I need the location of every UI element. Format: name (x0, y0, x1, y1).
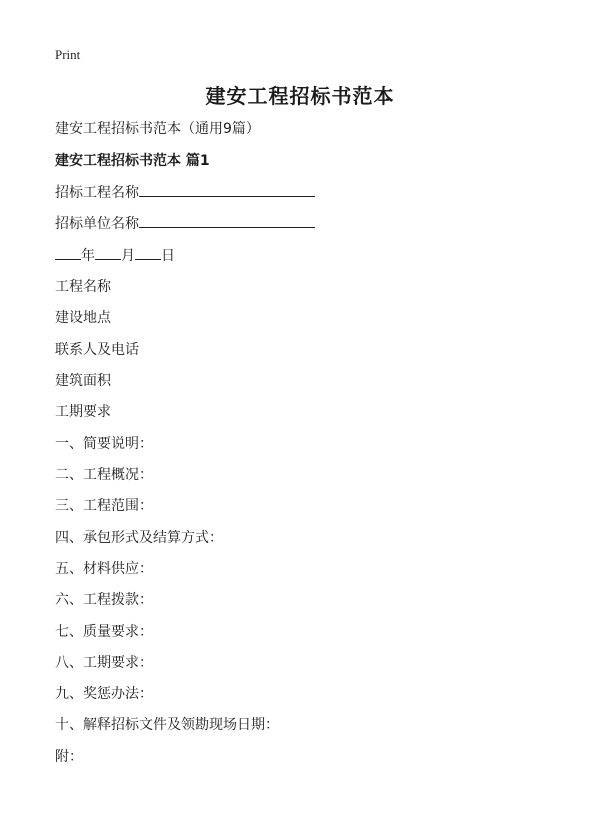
section-item: 二、工程概况： (55, 467, 153, 483)
unit-name-label: 招标单位名称 (55, 216, 139, 232)
section-item: 十、解释招标文件及领勘现场日期： (55, 717, 279, 733)
document-subtitle: 建安工程招标书范本（通用9篇） (55, 121, 260, 137)
date-field (55, 245, 175, 265)
info-item: 建设地点 (55, 310, 111, 326)
project-name-blank (139, 182, 315, 197)
date-year-label: 年 (81, 248, 95, 264)
section-item: 三、工程范围： (55, 498, 153, 514)
project-name-label: 招标工程名称 (55, 185, 139, 201)
section-item: 六、工程拨款： (55, 592, 153, 608)
info-item: 建筑面积 (55, 373, 111, 389)
project-name-field (55, 182, 315, 202)
month-blank (95, 245, 121, 260)
section-heading: 建安工程招标书范本 篇1 (55, 153, 210, 169)
date-day-label: 日 (161, 248, 175, 264)
section-item: 四、承包形式及结算方式： (55, 530, 223, 546)
year-blank (55, 245, 81, 260)
info-item: 联系人及电话 (55, 342, 139, 358)
section-item: 八、工期要求： (55, 655, 153, 671)
section-item: 九、奖惩办法： (55, 686, 153, 702)
document-title: 建安工程招标书范本 (205, 84, 395, 108)
info-item: 工程名称 (55, 279, 111, 295)
date-month-label: 月 (121, 248, 135, 264)
section-item: 五、材料供应： (55, 561, 153, 577)
section-item: 附： (55, 749, 83, 765)
unit-name-field (55, 213, 315, 233)
print-link[interactable]: Print (55, 47, 81, 62)
section-item: 一、简要说明： (55, 436, 153, 452)
section-item: 七、质量要求： (55, 624, 153, 640)
day-blank (135, 245, 161, 260)
info-item: 工期要求 (55, 404, 111, 420)
unit-name-blank (139, 213, 315, 228)
